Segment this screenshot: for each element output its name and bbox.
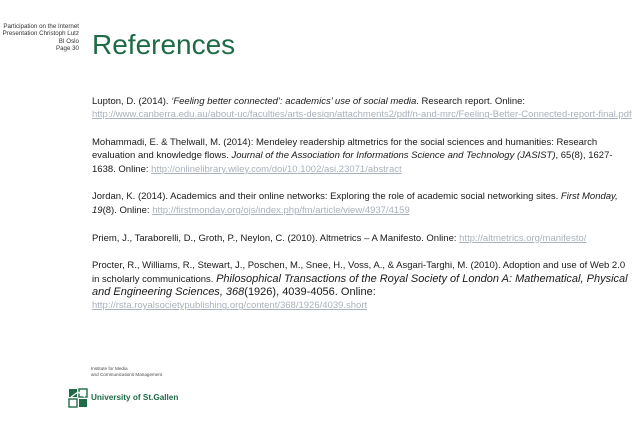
ref-text: Jordan, K. (2014). Academics and their online networks: Exploring the role of academic social networking sites. bbox=[92, 191, 561, 203]
meta-page-number: Page 30 bbox=[55, 44, 79, 52]
meta-venue: BI Oslo bbox=[58, 37, 79, 45]
reference-jordan bbox=[92, 190, 632, 217]
ref-link[interactable]: http://altmetrics.org/manifesto/ bbox=[459, 232, 587, 244]
university-name: University of St.Gallen bbox=[91, 393, 179, 402]
reference-mohammadi bbox=[92, 136, 632, 176]
ref-text: , 65(8), 1627-1638. Online: bbox=[92, 150, 613, 175]
slide-meta bbox=[2, 23, 79, 52]
university-logo bbox=[68, 366, 178, 416]
meta-participation: Participation on the Internet bbox=[3, 23, 79, 30]
ref-link[interactable]: http://onlinelibrary.wiley.com/doi/10.1002/asi.23071/abstract bbox=[151, 163, 402, 175]
ref-text: Procter, R., Williams, R., Stewart, J., Poschen, M., Snee, H., Voss, A., & Asgari-Targhi, M. (2010). Adoption and use of Web 2.0 in scholarly communications. bbox=[92, 260, 626, 285]
ref-link[interactable]: http://firstmonday.org/ojs/index.php/fm/article/view/4937/4159 bbox=[152, 204, 410, 216]
references-list bbox=[92, 95, 632, 327]
ref-text: (8). Online: bbox=[102, 204, 153, 216]
institute-name bbox=[91, 366, 162, 377]
ref-journal-italic: Journal of the Association for Informations Science and Technology (JASIST) bbox=[231, 150, 556, 162]
ref-title-italic: ‘Feeling better connected’: academics’ use of social media bbox=[171, 96, 417, 107]
ref-volume-italic: , 368 bbox=[219, 285, 245, 298]
ref-link[interactable]: http://www.canberra.edu.au/about-uc/faculties/arts-design/attachments2/pdf/n-and-mrc/Feeling-Better-Connected-report-final.pdf bbox=[92, 109, 632, 121]
meta-presenter: Presentation Christoph Lutz bbox=[2, 30, 79, 38]
page-title: References bbox=[92, 29, 236, 60]
institute-name-line2: and Communications Management bbox=[91, 371, 163, 377]
reference-lupton bbox=[92, 95, 632, 122]
ref-text: Priem, J., Taraborelli, D., Groth, P., Neylon, C. (2010). Altmetrics – A Manifesto. Online: bbox=[92, 232, 460, 244]
reference-priem bbox=[92, 232, 632, 245]
ref-journal-italic: First Monday, 19 bbox=[92, 191, 618, 216]
ref-text: (1926), 4039-4056. Online: bbox=[244, 285, 376, 298]
university-crest-icon bbox=[68, 388, 88, 408]
ref-authors: Lupton, D. (2014). bbox=[92, 96, 172, 107]
ref-text: Mohammadi, E. & Thelwall, M. (2014): Mendeley readership altmetrics for the social sciences and humanities: Research evaluation and knowledge flows. bbox=[92, 137, 598, 162]
institute-name-line1: Institute for Media bbox=[91, 366, 128, 371]
ref-text: . Research report. Online: bbox=[416, 96, 526, 107]
reference-procter bbox=[92, 259, 632, 312]
ref-journal-italic: Philosophical Transactions of the Royal Society of London A: Mathematical, Physical and Engineering Sciences bbox=[92, 272, 628, 298]
ref-link[interactable]: http://rsta.royalsocietypublishing.org/content/368/1926/4039.short bbox=[92, 300, 368, 312]
